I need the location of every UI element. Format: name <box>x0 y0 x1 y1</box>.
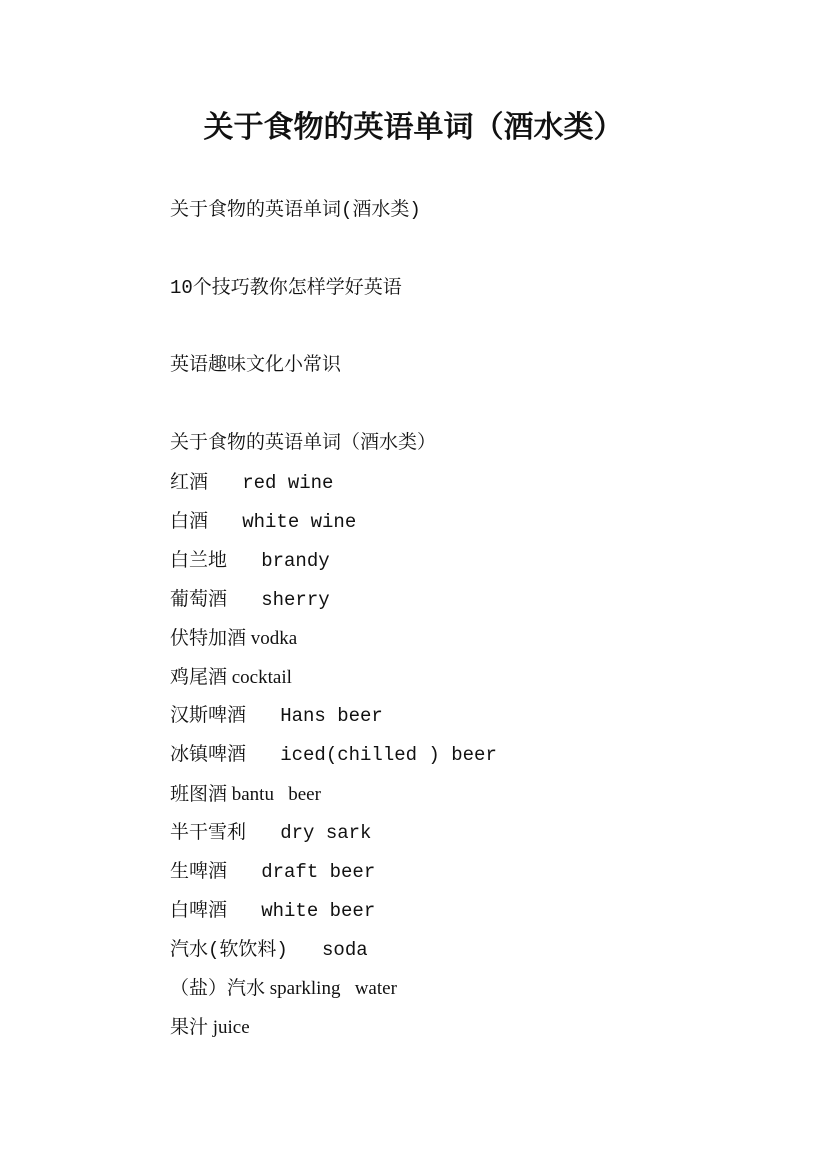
vocab-item-sherry: 葡萄酒 sherry <box>170 589 330 611</box>
document-title: 关于食物的英语单词（酒水类） <box>203 110 624 145</box>
section-heading: 关于食物的英语单词（酒水类） <box>170 432 437 454</box>
intro-line-2: 10个技巧教你怎样学好英语 <box>170 277 402 299</box>
vocab-item-vodka: 伏特加酒 vodka <box>170 628 298 649</box>
intro-line-3: 英语趣味文化小常识 <box>170 354 342 376</box>
vocab-item-juice: 果汁 juice <box>170 1017 250 1038</box>
vocab-item-iced-beer: 冰镇啤酒 iced(chilled ) beer <box>170 744 497 766</box>
vocab-item-white-beer: 白啤酒 white beer <box>170 900 376 922</box>
vocab-item-red-wine: 红酒 red wine <box>170 472 334 494</box>
vocab-item-dry-sark: 半干雪利 dry sark <box>170 822 372 844</box>
vocab-item-white-wine: 白酒 white wine <box>170 511 357 533</box>
vocab-item-bantu-beer: 班图酒 bantu beer <box>170 784 321 805</box>
vocab-item-sparkling-water: （盐）汽水 sparkling water <box>170 978 397 999</box>
vocab-item-brandy: 白兰地 brandy <box>170 550 330 572</box>
vocab-item-soda: 汽水(软饮料) soda <box>170 939 368 961</box>
vocab-item-cocktail: 鸡尾酒 cocktail <box>170 667 292 688</box>
vocab-item-hans-beer: 汉斯啤酒 Hans beer <box>170 705 383 727</box>
vocab-item-draft-beer: 生啤酒 draft beer <box>170 861 376 883</box>
intro-line-1: 关于食物的英语单词(酒水类) <box>170 199 421 221</box>
